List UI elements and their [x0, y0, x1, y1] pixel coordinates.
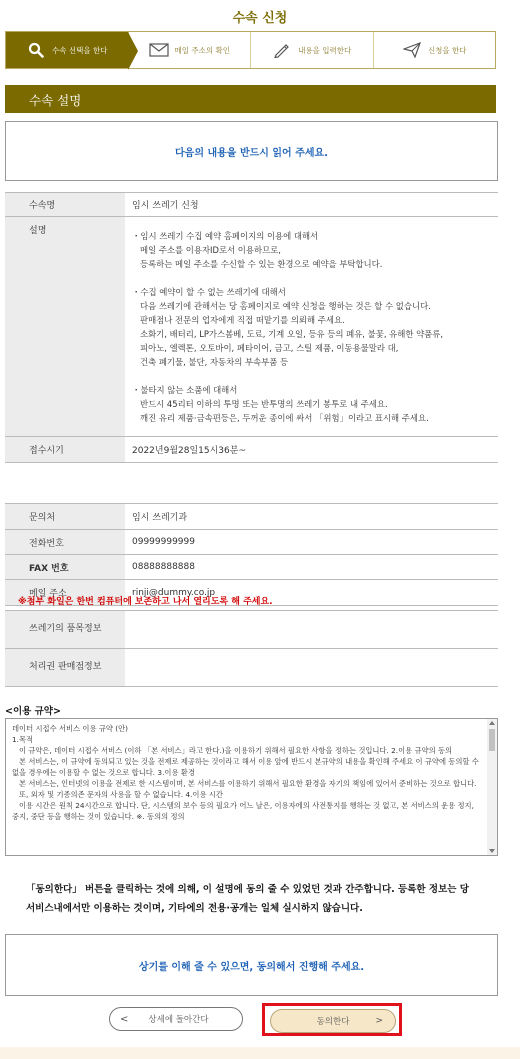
terms-scrollbar[interactable]	[487, 719, 497, 855]
notice-read-carefully: 다음의 내용을 반드시 읽어 주세요.	[5, 121, 498, 181]
dealer-info-label: 처리권 판매점정보	[5, 649, 125, 687]
chevron-right-icon: >	[375, 1016, 383, 1026]
step-progress-bar	[5, 31, 496, 69]
agree-button-highlight	[262, 1003, 402, 1036]
step-confirm-email	[128, 32, 251, 68]
procedure-desc-label: 설명	[5, 217, 125, 437]
email-value: rinji@dummy.co.jp	[125, 580, 498, 606]
agreement-statement: 「동의한다」 버튼을 클릭하는 것에 의해, 이 설명에 동의 줄 수 있었던 것과 간주합니다. 등록한 정보는 당 서비스내에서만 이용하는 것이며, 기타에의 전용·공개는 일체 실시하지 않습니다.	[26, 884, 469, 914]
item-info-label: 쓰레기의 품목정보	[5, 611, 125, 649]
office-label: 문의처	[5, 504, 125, 530]
section-title: 수속 설명	[5, 85, 496, 113]
office-value: 임시 쓰레기과	[125, 504, 498, 530]
step-select-procedure	[6, 32, 128, 68]
fax-label: FAX 번호	[5, 555, 125, 580]
scroll-down-icon[interactable]	[489, 849, 495, 853]
step-apply	[373, 32, 496, 68]
step-enter-content	[250, 32, 373, 68]
received-label: 접수시기	[5, 437, 125, 463]
step-label: 메일 주소의 확인	[174, 45, 230, 55]
chevron-left-icon: <	[120, 1013, 129, 1025]
page-title: 수속 신청	[232, 11, 288, 26]
footer-band	[0, 1047, 520, 1059]
phone-label: 전화번호	[5, 530, 125, 555]
terms-text: 데이터 시접수 서비스 이용 규약 (안) 1.목적 이 규약은, 데이터 시접수 서비스 (이하 「본 서비스」라고 한다.)을 이용하기 위해서 필요한 사항을 정하는 것입니다. 2.이용 규약의 동의 본 서비스는, 이 규약에 동의되고 있는 것을 전제로 제공하는 것이라고 해서 이용 앞에 반드시 본규약의 내용을 확인해 주세요 이 규약에 동의할 수 없을 경우에는 이용할 수 없는 것으로 합니다. 3.이용 환경 본 서비스는, 인터넷의 이용을 전제로 한 시스템이며, 본 서비스를 이용하기 위해서 필요한 환경을 자기의 책임에 있어서 준비하는 것으로 합니다. 또, 외자 및 기종의존 문자의 사용을 할 수 없습니다. 4.이용 시간 이용 시간은 원칙 24시간으로 합니다. 단, 시스템의 보수 등의 필요가 어느 날은, 이용자에의 사전통지를 행하는 것 없고, 본 서비스의 운용 정지, 중지, 중단 등을 행하는 것이 있습니다. ※. 동의의 정의	[12, 724, 479, 821]
terms-scroll-box[interactable]	[5, 718, 498, 856]
step-label: 수속 선택을 한다	[52, 45, 108, 55]
scroll-thumb[interactable]	[489, 729, 495, 751]
procedure-name-label: 수속명	[5, 193, 125, 217]
terms-title: <이용 규약>	[5, 706, 61, 717]
phone-value: 09999999999	[125, 530, 498, 555]
dealer-info-file[interactable]	[125, 649, 498, 687]
scroll-up-icon[interactable]	[489, 721, 495, 725]
item-info-file[interactable]	[125, 611, 498, 649]
procedure-desc-value: ・임시 쓰레기 수집 예약 홈페이지의 이용에 대해서 메일 주소를 이용자ID로서 이용하므로, 등록하는 메일 주소를 수신할 수 있는 환경으로 예약을 부탁합니다. ・수집 예약이 할 수 없는 쓰레기에 대해서 다음 쓰레기에 관해서는 당 홈페이지로 예약 신청을 행하는 것은 할 수 없습니다. 판매점나 전문의 업자에게 직접 떠맡기를 의뢰해 주세요. 소화기, 배터리, LP가스봄베, 도료, 기계 오일, 등유 등의 폐유, 불꽃, 유해한 약품류, 피아노, 엘렉톤, 오토바이, 페타이어, 금고, 스틸 제품, 이동용물말라 대, 건축 폐기물, 불단, 자동차의 부속부품 등 ・불타지 않는 소품에 대해서 반드시 45리터 이하의 투명 또는 반투명의 쓰레기 봉투로 내 주세요. 깨진 유리 제품·금속편등은, 두꺼운 종이에 싸서 「위험」이라고 표시해 주세요.	[132, 230, 444, 423]
contact-table	[5, 503, 498, 606]
pencil-icon	[272, 42, 292, 58]
received-value: 2022년9월28일15시36분~	[125, 437, 498, 463]
agree-button[interactable]	[270, 1009, 396, 1033]
back-to-details-button[interactable]	[109, 1007, 243, 1031]
search-icon	[26, 42, 46, 58]
notice-proceed: 상기를 이해 줄 수 있으면, 동의해서 진행해 주세요.	[5, 934, 498, 996]
step-label: 신청을 한다	[427, 45, 467, 55]
back-button-label: 상세에 돌아간다	[148, 1015, 209, 1025]
procedure-name-value: 임시 쓰레기 신청	[125, 193, 498, 217]
step-label: 내용을 입력한다	[298, 45, 352, 55]
agree-button-label: 동의한다	[316, 1017, 350, 1027]
attachment-table	[5, 610, 498, 687]
email-label: 메일 주소	[5, 580, 125, 606]
fax-value: 08888888888	[125, 555, 498, 580]
paper-plane-icon	[402, 42, 422, 58]
envelope-icon	[149, 42, 169, 58]
attachment-warning: ※첨부 화일은 한번 컴퓨터에 보존하고 나서 열리도록 해 주세요.	[18, 597, 273, 607]
procedure-table	[5, 192, 498, 463]
